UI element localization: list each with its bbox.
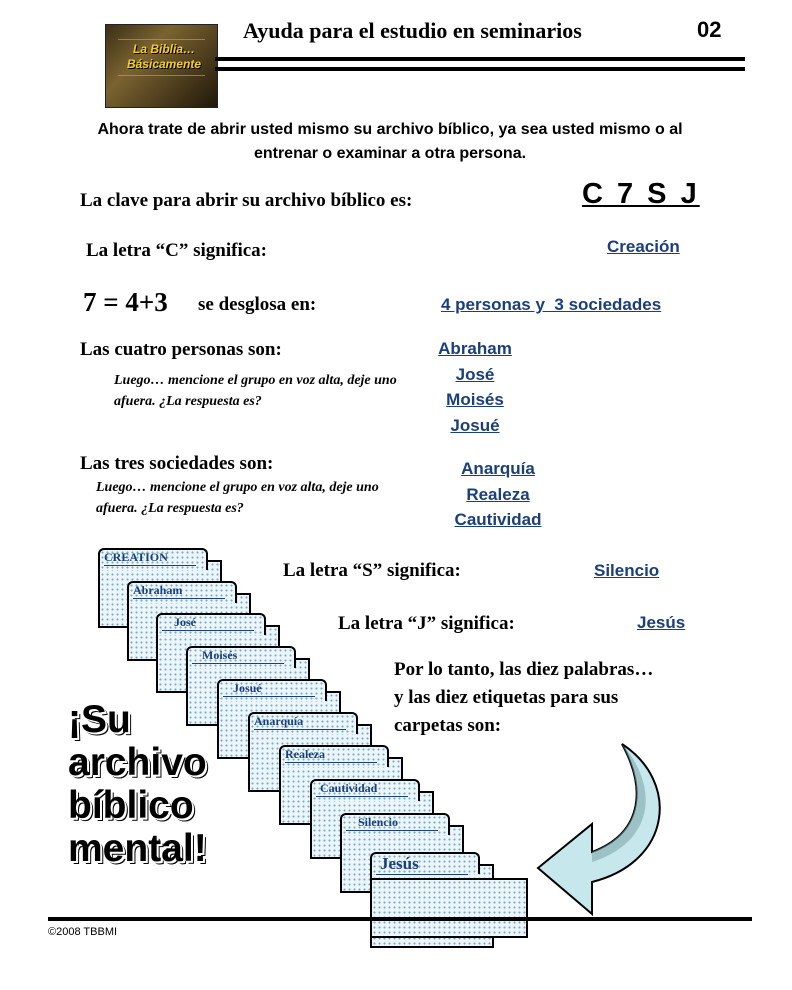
big-callout-line-3: bíblico xyxy=(68,784,194,827)
person-item: José xyxy=(455,364,495,384)
key-value: C 7 S J xyxy=(582,178,700,210)
person-item: Moisés xyxy=(446,390,504,409)
page-title: Ayuda para el estudio en seminarios xyxy=(243,18,582,43)
folder-label: Realeza xyxy=(285,747,377,763)
persons-list xyxy=(410,336,540,438)
letter-c-value: Creación xyxy=(607,237,680,256)
logo-line-2: Básicamente xyxy=(126,57,202,71)
header-rule-top xyxy=(215,57,745,61)
societies-note: Luego… mencione el grupo en voz alta, deje uno afuera. ¿La respuesta es? xyxy=(96,480,379,516)
letter-s-label: La letra “S” significa: xyxy=(283,560,461,581)
conclusion-line-1: Por lo tanto, las diez palabras… xyxy=(394,659,654,680)
folder-label: Silencio xyxy=(346,815,438,831)
letter-j-label: La letra “J” significa: xyxy=(338,613,515,634)
letter-c-label: La letra “C” significa: xyxy=(86,240,268,261)
folder-label: Jesús xyxy=(376,854,468,875)
big-callout-line-1: ¡Su xyxy=(68,698,131,741)
societies-list xyxy=(433,456,563,533)
folder-label: Cautividad xyxy=(316,781,408,797)
folder-label: José xyxy=(162,615,254,631)
intro-text: Ahora trate de abrir usted mismo su archivo bíblico, ya sea usted mismo o al entrenar o examinar a otra persona. xyxy=(97,121,683,162)
person-item: Abraham xyxy=(438,339,512,358)
big-callout-line-4: mental! xyxy=(68,827,207,870)
folder-label: Anarquía xyxy=(254,714,346,730)
big-callout-line-2: archivo xyxy=(68,741,207,784)
society-item: Anarquía xyxy=(461,459,535,478)
seven-value: 4 personas y 3 sociedades xyxy=(441,295,662,314)
big-callout xyxy=(68,698,207,870)
societies-label: Las tres sociedades son: xyxy=(80,453,274,474)
person-item: Josué xyxy=(450,415,500,435)
seven-label: se desglosa en: xyxy=(198,294,317,315)
society-item: Realeza xyxy=(466,484,530,504)
page-number: 02 xyxy=(697,17,722,42)
copyright: ©2008 TBBMI xyxy=(48,926,118,938)
conclusion-text xyxy=(394,656,653,740)
logo xyxy=(105,24,218,108)
persons-note: Luego… mencione el grupo en voz alta, deje uno afuera. ¿La respuesta es? xyxy=(114,373,397,409)
front-folder xyxy=(370,878,528,938)
folder-label: CREATION xyxy=(104,550,196,566)
letter-s-value: Silencio xyxy=(594,561,660,580)
seven-formula: 7 = 4+3 xyxy=(83,287,168,317)
logo-line-1: La Biblia… xyxy=(132,42,195,56)
conclusion-line-3: carpetas son: xyxy=(394,715,502,736)
letter-j-value: Jesús xyxy=(637,613,686,632)
folder-label: Moisés xyxy=(192,648,284,664)
folder-label: Abraham xyxy=(133,583,225,599)
footer-rule xyxy=(48,917,752,921)
key-label: La clave para abrir su archivo bíblico es: xyxy=(80,190,413,211)
conclusion-line-2: y las diez etiquetas para sus xyxy=(394,687,619,708)
header-rule-bottom xyxy=(215,67,745,71)
folder-label: Josué xyxy=(223,681,315,697)
society-item: Cautividad xyxy=(454,510,542,529)
persons-label: Las cuatro personas son: xyxy=(80,339,282,360)
curved-arrow-icon xyxy=(530,742,680,922)
